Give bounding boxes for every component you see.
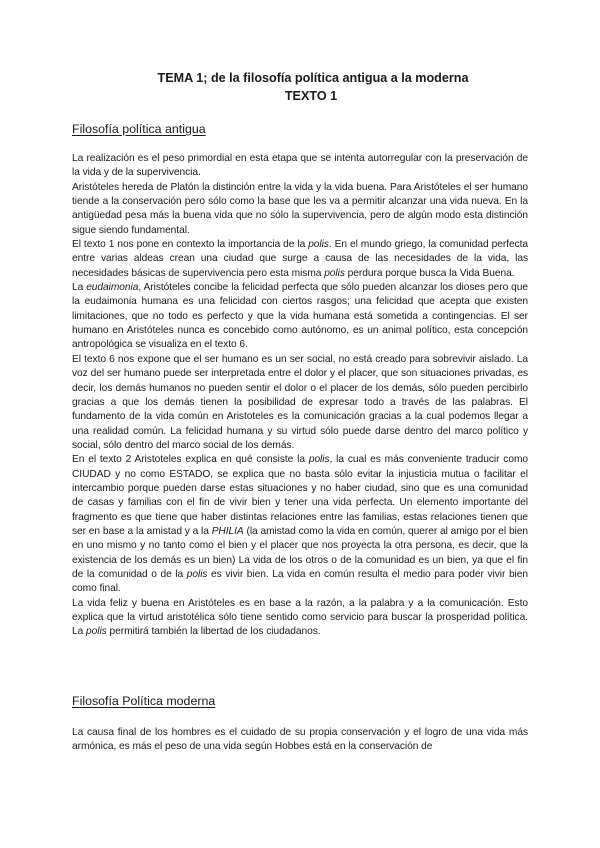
paragraph: La causa final de los hombres es el cuidado de su propia conservación y el logro de una vida más armónica, es más el peso de una vida según Hobbes está en la conservación de <box>72 727 528 753</box>
paragraph: La realización es el peso primordial en esta etapa que se intenta autorregular con la preservación de la vida y de la supervivencia. <box>72 153 528 179</box>
section-body-moderna <box>72 726 528 755</box>
section-heading-moderna: Filosofía Política moderna <box>72 694 216 708</box>
paragraph: En el texto 2 Aristoteles explica en qué consiste la polis, la cual es más conveniente traducir como CIUDAD y no como ESTADO, se explica que no basta sólo evitar la injusticia mutua o facilitar el intercambio porque pueden darse estas situaciones y no haber ciudad, sino que es una comunidad de casas y familias con el fin de vivir bien y tener una vida perfecta. Un elemento importante del fragmento es que tiene que haber distintas relaciones entre las familias, estas relaciones tienen que ser en base a la amistad y a la PHILIA (la amistad como la vida en común, querer al amigo por el bien en uno mismo y no tanto como el bien y el placer que nos proyecta la otra persona, es decir, que la existencia de los demás es un bien) La vida de los otros o de la comunidad es un bien, ya que el fin de la comunidad o de la polis es vivir bien. La vida en común resulta el medio para poder vivir bien como final. <box>72 454 529 595</box>
section-body-antigua <box>72 152 528 640</box>
section-heading-antigua: Filosofía política antigua <box>72 122 206 136</box>
paragraph: La eudaimonia, Aristóteles concibe la felicidad perfecta que sólo pueden alcanzar los dioses pero que la eudaimonia humana es una felicidad con ciertos rasgos; una felicidad que acepta que existen limitaciones, que no todo es perfecto y que la vida humana está sometida a contingencias. El ser humano en Aristóteles nunca es concebido como autónomo, es un animal político, esta concepción antropológica se visualiza en el texto 6. <box>72 282 528 351</box>
paragraph: Aristóteles hereda de Platón la distinción entre la vida y la vida buena. Para Aristóteles el ser humano tiende a la conservación pero sólo como la base que les va a permitir alcanzar una vida nueva. En la antigüedad pesa más la buena vida que no sólo la supervivencia, pero de algún modo esta distinción sigue siendo fundamental. <box>72 181 528 236</box>
document-title: TEMA 1; de la filosofía política antigua a la moderna <box>157 71 469 85</box>
paragraph: El texto 6 nos expone que el ser humano es un ser social, no está creado para sobrevivir aislado. La voz del ser humano puede ser interpretada entre el dolor y el placer, que son situaciones privadas, es decir, los demás humanos no pueden sentir el dolor o el placer de los demás, sólo pueden percibirlo gracias a que los demás tienen la posibilidad de expresar todo a través de las palabras. El fundamento de la vida común en Aristoteles es la comunicación gracias a la cual podemos llegar a una realidad común. La felicidad humana y su virtud sólo puede darse dentro del marco político y social, sólo dentro del marco social de los demás. <box>72 353 528 451</box>
paragraph: La vida feliz y buena en Aristóteles es en base a la razón, a la palabra y a la comunicación. Esto explica que la virtud aristotélica sólo tiene sentido como servicio para buscar la prosperidad política. La polis permitirá también la libertad de los ciudadanos. <box>72 597 528 638</box>
paragraph: El texto 1 nos pone en contexto la importancia de la polis. En el mundo griego, la comunidad perfecta entre varias aldeas crean una ciudad que surge a causa de las necesidades de la vida, las necesidades básicas de supervivencia pero esta misma polis perdura porque busca la Vida Buena. <box>72 239 528 279</box>
document-subtitle: TEXTO 1 <box>284 89 338 103</box>
